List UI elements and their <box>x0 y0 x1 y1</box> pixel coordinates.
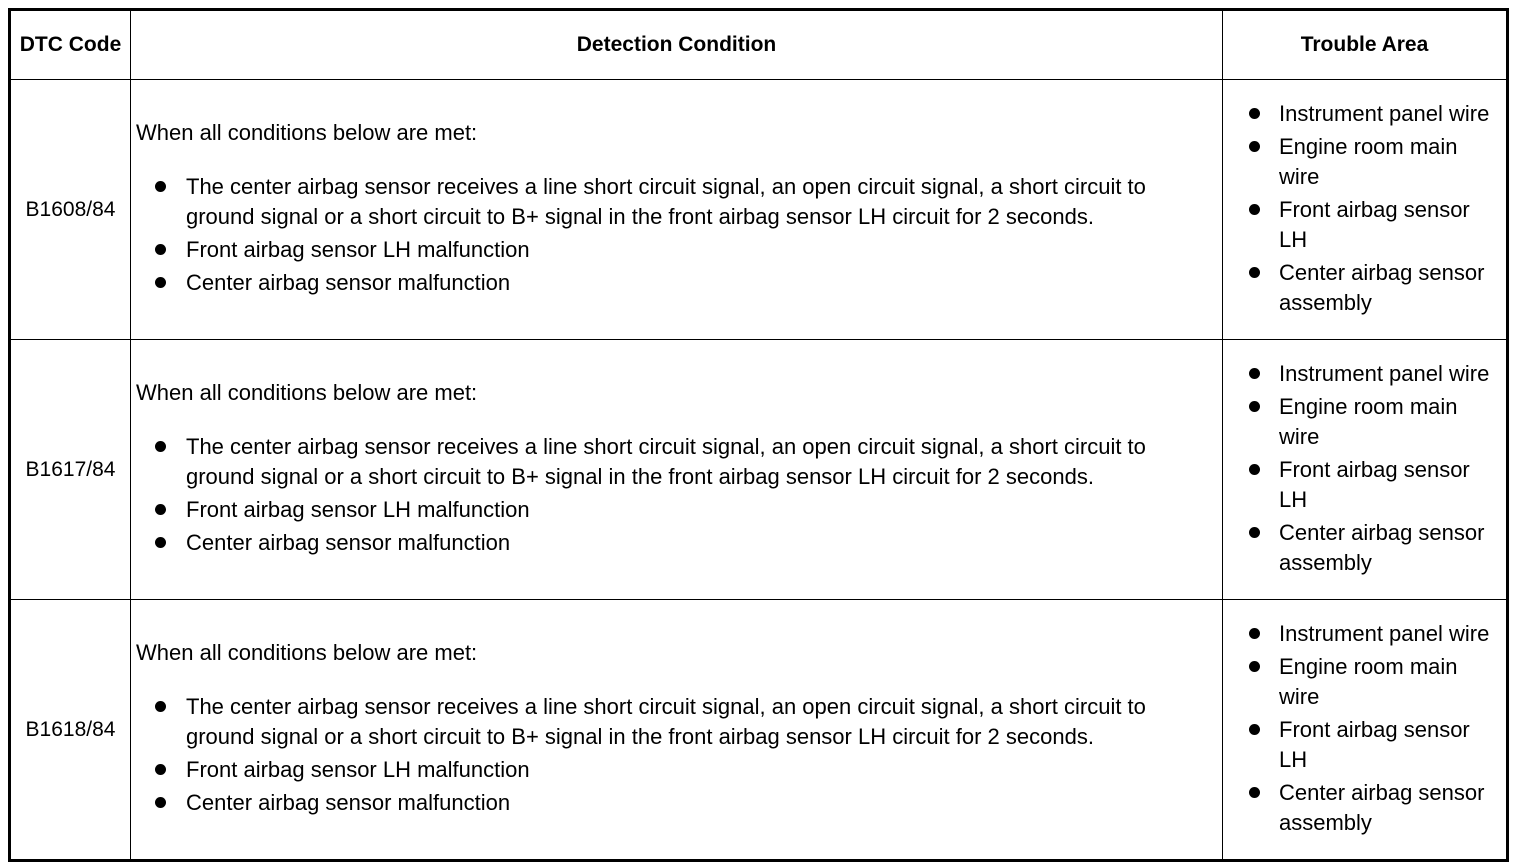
bullet-icon <box>1249 661 1260 672</box>
bullet-icon <box>1249 464 1260 475</box>
condition-text: The center airbag sensor receives a line short circuit signal, an open circuit signal, a short circuit to ground signal or a short circuit to B+ signal in the front airbag sensor LH circuit for 2 seconds. <box>186 434 1146 489</box>
trouble-area-cell <box>1223 340 1508 600</box>
list-item <box>136 692 1212 752</box>
trouble-area-text: Engine room main wire <box>1279 653 1458 709</box>
trouble-area-list <box>1223 619 1502 838</box>
trouble-area-text: Center airbag sensor assembly <box>1279 259 1485 315</box>
condition-text: Front airbag sensor LH malfunction <box>186 757 530 782</box>
header-detection-condition: Detection Condition <box>131 10 1223 80</box>
list-item <box>136 235 1212 265</box>
list-item <box>1223 518 1502 578</box>
condition-list <box>136 692 1212 818</box>
list-item <box>1223 359 1502 389</box>
bullet-icon <box>155 277 166 288</box>
bullet-icon <box>1249 267 1260 278</box>
list-item <box>1223 392 1502 452</box>
condition-list <box>136 432 1212 558</box>
bullet-icon <box>155 244 166 255</box>
trouble-area-text: Engine room main wire <box>1279 393 1458 449</box>
list-item <box>1223 652 1502 712</box>
table-row <box>10 600 1508 861</box>
trouble-area-text: Instrument panel wire <box>1279 360 1490 386</box>
list-item <box>136 268 1212 298</box>
list-item <box>136 172 1212 232</box>
list-item <box>1223 195 1502 255</box>
bullet-icon <box>1249 527 1260 538</box>
bullet-icon <box>155 797 166 808</box>
trouble-area-text: Center airbag sensor assembly <box>1279 519 1485 575</box>
dtc-code-cell: B1608/84 <box>10 80 131 340</box>
list-item <box>1223 455 1502 515</box>
condition-list <box>136 172 1212 298</box>
header-row <box>10 10 1508 80</box>
condition-text: The center airbag sensor receives a line short circuit signal, an open circuit signal, a short circuit to ground signal or a short circuit to B+ signal in the front airbag sensor LH circuit for 2 seconds. <box>186 694 1146 749</box>
bullet-icon <box>1249 368 1260 379</box>
list-item <box>136 432 1212 492</box>
condition-text: Center airbag sensor malfunction <box>186 790 511 815</box>
list-item <box>1223 778 1502 838</box>
header-trouble-area: Trouble Area <box>1223 10 1508 80</box>
trouble-area-text: Instrument panel wire <box>1279 100 1490 126</box>
trouble-area-cell <box>1223 80 1508 340</box>
trouble-area-text: Engine room main wire <box>1279 133 1458 189</box>
dtc-code-cell: B1618/84 <box>10 600 131 861</box>
bullet-icon <box>155 504 166 515</box>
condition-text: Center airbag sensor malfunction <box>186 530 511 555</box>
trouble-area-text: Front airbag sensor LH <box>1279 196 1470 252</box>
trouble-area-cell <box>1223 600 1508 861</box>
bullet-icon <box>155 701 166 712</box>
trouble-area-text: Front airbag sensor LH <box>1279 716 1470 772</box>
trouble-area-list <box>1223 359 1502 578</box>
bullet-icon <box>155 181 166 192</box>
bullet-icon <box>1249 401 1260 412</box>
condition-text: Front airbag sensor LH malfunction <box>186 497 530 522</box>
dtc-table <box>8 8 1509 862</box>
bullet-icon <box>1249 108 1260 119</box>
detection-condition-cell <box>131 340 1223 600</box>
list-item <box>136 788 1212 818</box>
header-dtc-code: DTC Code <box>10 10 131 80</box>
list-item <box>1223 258 1502 318</box>
bullet-icon <box>1249 724 1260 735</box>
detection-condition-cell <box>131 80 1223 340</box>
condition-intro: When all conditions below are met: <box>136 120 478 145</box>
bullet-icon <box>155 441 166 452</box>
list-item <box>136 528 1212 558</box>
list-item <box>1223 132 1502 192</box>
table-row <box>10 340 1508 600</box>
list-item <box>136 495 1212 525</box>
dtc-code-cell: B1617/84 <box>10 340 131 600</box>
trouble-area-list <box>1223 99 1502 318</box>
condition-text: Center airbag sensor malfunction <box>186 270 511 295</box>
trouble-area-text: Center airbag sensor assembly <box>1279 779 1485 835</box>
condition-text: The center airbag sensor receives a line short circuit signal, an open circuit signal, a short circuit to ground signal or a short circuit to B+ signal in the front airbag sensor LH circuit for 2 seconds. <box>186 174 1146 229</box>
bullet-icon <box>155 537 166 548</box>
list-item <box>1223 619 1502 649</box>
bullet-icon <box>155 764 166 775</box>
table-row <box>10 80 1508 340</box>
condition-text: Front airbag sensor LH malfunction <box>186 237 530 262</box>
list-item <box>1223 99 1502 129</box>
list-item <box>136 755 1212 785</box>
bullet-icon <box>1249 204 1260 215</box>
bullet-icon <box>1249 141 1260 152</box>
list-item <box>1223 715 1502 775</box>
trouble-area-text: Front airbag sensor LH <box>1279 456 1470 512</box>
trouble-area-text: Instrument panel wire <box>1279 620 1490 646</box>
condition-intro: When all conditions below are met: <box>136 640 478 665</box>
bullet-icon <box>1249 787 1260 798</box>
condition-intro: When all conditions below are met: <box>136 380 478 405</box>
bullet-icon <box>1249 628 1260 639</box>
detection-condition-cell <box>131 600 1223 861</box>
